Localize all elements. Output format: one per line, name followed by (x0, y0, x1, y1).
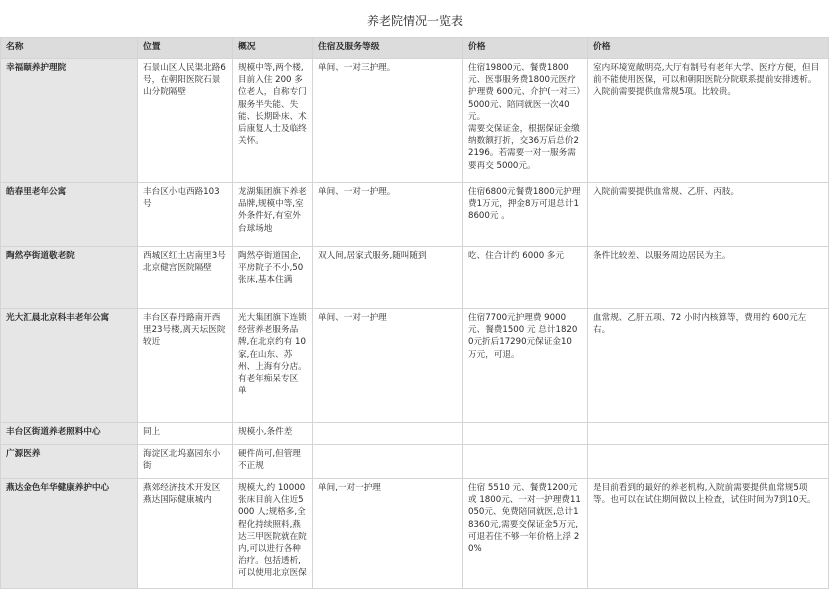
cell-note: 是目前看到的最好的养老机构,入院前需要提供血常规5项等。也可以在试住期间做以上检查，试住时间为7到10天。 (588, 479, 829, 589)
cell-price (463, 423, 588, 445)
cell-note: 室内环境宽敞明亮,大厅有制号有老年大学、医疗方便，但目前不能使用医保，可以和朝阳医院分院联系提前安排透析。入院前需要提供血常规5项。比较贵。 (588, 59, 829, 183)
cell-overview: 规模小,条件差 (233, 423, 313, 445)
column-header-location: 位置 (138, 38, 233, 59)
table-row (1, 309, 829, 423)
cell-overview: 光大集团旗下连锁经营养老服务品牌,在北京约有 10 家,在山东、苏州、上海有分店。有老年痴呆专区 单 (233, 309, 313, 423)
cell-overview: 规模中等,两个楼,目前入住 200 多位老人，自称专门服务半失能、失能、长期卧床、术后康复人士及临终关怀。 (233, 59, 313, 183)
cell-overview: 陶然亭街道国企,平房院子不小,50 张床,基本住满 (233, 247, 313, 309)
cell-location: 燕郊经济技术开发区燕达国际健康城内 (138, 479, 233, 589)
cell-service: 单间、一对三护理。 (313, 59, 463, 183)
cell-note: 入院前需要提供血常规、乙肝、丙肢。 (588, 183, 829, 247)
cell-overview: 硬件尚可,但管理不正规 (233, 445, 313, 479)
cell-name: 燕达金色年华健康养护中心 (1, 479, 138, 589)
cell-service: 单间,一对一护理 (313, 479, 463, 589)
cell-price: 住宿7700元护理费 9000 元、餐费1500 元 总计18200元折后17290元保证金10 万元，可退。 (463, 309, 588, 423)
cell-location: 丰台区小屯西路103号 (138, 183, 233, 247)
table-row (1, 479, 829, 589)
column-header-service: 住宿及服务等级 (313, 38, 463, 59)
column-header-note: 价格 (588, 38, 829, 59)
cell-name: 丰台区街道养老照料中心 (1, 423, 138, 445)
cell-service: 双人间,居家式服务,随叫随到 (313, 247, 463, 309)
cell-price: 住宿 5510 元、餐费1200元或 1800元、一对一护理费11050元、免费陪同就医,总计18360元,需要交保证金5万元,可退若住不够一年价格上浮 20% (463, 479, 588, 589)
cell-price: 住宿19800元、餐费1800元、医事服务费1800元医疗护理费 600元、介护(一对三）5000元、陪同就医一次40元。 需要交保证金，根据保证金缴纳数额打折，交36万后总价22196。若需要一对一服务需要再交 5000元。 (463, 59, 588, 183)
cell-location: 同上 (138, 423, 233, 445)
cell-note (588, 423, 829, 445)
cell-name: 广源医养 (1, 445, 138, 479)
cell-name: 幸福颐养护理院 (1, 59, 138, 183)
cell-service: 单间、一对一护理 (313, 309, 463, 423)
cell-service (313, 423, 463, 445)
table-header-row (1, 38, 829, 59)
column-header-name: 名称 (1, 38, 138, 59)
cell-name: 光大汇晨北京科丰老年公寓 (1, 309, 138, 423)
cell-note: 条件比较差、以服务周边居民为主。 (588, 247, 829, 309)
cell-name: 陶然亭街道敬老院 (1, 247, 138, 309)
cell-location: 海淀区北坞嘉园东小街 (138, 445, 233, 479)
table-row (1, 423, 829, 445)
cell-service: 单间、一对一护理。 (313, 183, 463, 247)
cell-overview: 规模大,约 10000张床目前入住近5000 人;规格多,全程化持续照料,燕达三甲医院就在院内,可以进行各种治疗。包括透析,可以使用北京医保 (233, 479, 313, 589)
cell-name: 皓春里老年公寓 (1, 183, 138, 247)
table-row (1, 59, 829, 183)
cell-overview: 龙湖集团旗下养老品牌,规模中等,室外条件好,有室外台球场地 (233, 183, 313, 247)
cell-location: 西城区红土店南里3号北京健宫医院隔壁 (138, 247, 233, 309)
cell-location: 丰台区春丹路南开西里23号楼,离天坛医院较近 (138, 309, 233, 423)
cell-price: 住宿6800元餐费1800元护理费1万元，押金8万可退总计18600元 。 (463, 183, 588, 247)
cell-location: 石景山区人民渠北路6号，在朝阳医院石景山分院隔壁 (138, 59, 233, 183)
cell-price (463, 445, 588, 479)
table-row (1, 247, 829, 309)
column-header-price: 价格 (463, 38, 588, 59)
cell-note (588, 445, 829, 479)
cell-price: 吃、住合计约 6000 多元 (463, 247, 588, 309)
cell-service (313, 445, 463, 479)
cell-note: 血常规、乙肝五项、72 小时内核算等，费用约 600元左右。 (588, 309, 829, 423)
table-row (1, 445, 829, 479)
document-title: 养老院情况一览表 (366, 14, 463, 28)
nursing-home-table (0, 37, 829, 589)
column-header-overview: 概况 (233, 38, 313, 59)
table-row (1, 183, 829, 247)
